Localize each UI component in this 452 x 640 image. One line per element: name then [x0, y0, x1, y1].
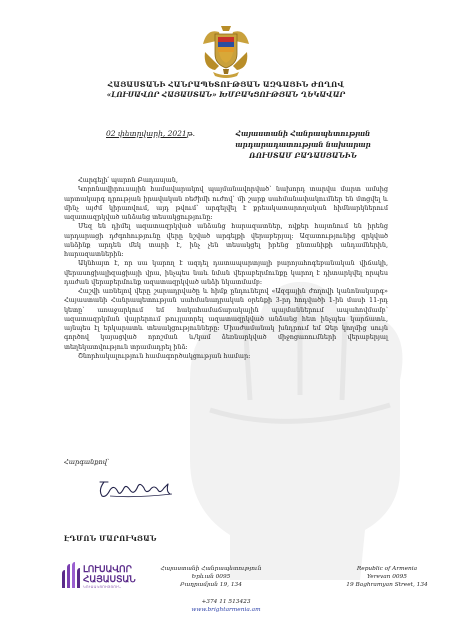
- footer-address-armenian: [156, 565, 266, 589]
- letter-date: [106, 129, 195, 138]
- salutation: Հարգելի՛ պարոն Բադասյան,: [78, 176, 178, 184]
- logo-text-line2: ՀԱՅԱՍՏԱՆ: [83, 574, 136, 584]
- paragraph: Կորոնավիրուսային համավարակով պայմանավորված՝ նախորդ տարվա մարտ ամսից արտակարգ դրության իրավական ռեժիմի ուժով՝ մի շարք սահմանափակումներ են մտցվել և մինչ այժմ կիրառվում, այդ թվում՝ արգելվել է քրեակատարողական հիմնարկներում ազատազրկված անձանց տեսակցությունը:: [64, 185, 388, 221]
- footer-left-line2: Երևան 0095: [191, 574, 231, 580]
- paragraph: Հաշվի առնելով վերը շարադրվածը և հիմք ընդունելով «Ազգային ժողովի կանոնակարգ» Հայաստանի Հանրապետության սահմանադրական օրենքի 3-րդ հոդվածի 1-ին մասի 11-րդ կետը՝ առաջարկում եմ հակահամաճարակային պայմաններում ապահովմամբ՝ ազատազրկման վայրերում թույլատրել ազատազրկված անձանց հետ ինչպես կարճատև, այնպես էլ երկարատև տեսակցությունները: Միաժամանակ խնդրում եմ Ձեր կողմից սույն գործով կայացված որոշման և/կամ ձեռնարկված միջոցառումների վերաբերյալ տեղեկատվություն տրամադրել ինձ:: [64, 287, 388, 351]
- paragraph: Մեզ են դիմել ազատազրկված անձանց հարազատներ, ովքեր հայտնում են իրենց արդարացի դժգոհությունը վերը նշված արգելքի վերաբերյալ: Ազատությունից զրկված անձինք արդեն մեկ տարի է, ինչ չեն տեսակցել իրենց ընտանիքի անդամներին, հարազատներին:: [64, 222, 388, 258]
- footer-right-line2: Yerevan 0095: [366, 574, 407, 580]
- date-suffix: թ.: [186, 129, 196, 138]
- footer-left-line3: Բաղրամյան 19, 134: [180, 582, 242, 588]
- footer-right-line3: 19 Baghramyan Street, 134: [346, 582, 428, 588]
- armenia-coat-of-arms-icon: [201, 22, 251, 80]
- party-logo-icon: [60, 560, 82, 590]
- logo-text-line1: ԼՈՒՍԱՎՈՐ: [83, 564, 132, 574]
- paragraph: Շնորհակալություն համագործակցության համար:: [78, 351, 251, 360]
- letter-body: [64, 176, 388, 361]
- footer-phone: +374 11 513423: [201, 599, 251, 605]
- addressee-line1: Հայաստանի Հանրապետության: [235, 129, 371, 138]
- bright-armenia-logo: [60, 558, 136, 594]
- date-value: 02 փետրվարի, 2021: [106, 129, 187, 138]
- paragraph: Ակնհայտ է, որ սա կարող է ազդել դատապարտյալի բարոյահոգեբանական վիճակի, վերասոցիալիզացիայի վրա, ինչպես նաև նման վերաբերմունքը կարող է դիտարկվել որպես դաժան վերաբերմունք ազատազրկված անձի նկատմամբ:: [64, 259, 388, 286]
- footer-right-line1: Republic of Armenia: [356, 566, 418, 572]
- footer-website-link[interactable]: www.brightarmenia.am: [191, 607, 261, 613]
- footer-left-line1: Հայաստանի Հանրապետություն: [160, 566, 262, 572]
- logo-text-small: ԿՈՒՍԱԿՑՈՒԹՅՈՒՆ: [83, 585, 122, 589]
- footer-contact: [0, 598, 452, 614]
- addressee-line3: ՌՈՒՍՏԱՄ ԲԱԴԱՍՅԱՆԻՆ: [249, 150, 357, 160]
- closing-text: Հարգանքով՝: [64, 458, 110, 466]
- handwritten-signature: [96, 476, 180, 502]
- addressee-line2: արդարադատության նախարար: [235, 139, 371, 149]
- footer-address-english: [332, 565, 442, 589]
- parliament-header: ՀԱՅԱՍՏԱՆԻ ՀԱՆՐԱՊԵՏՈՒԹՅԱՆ ԱԶԳԱՅԻՆ ԺՈՂՈՎ: [107, 80, 345, 89]
- signer-name: ԷԴՄՈՆ ՄԱՐՈՒԿՅԱՆ: [64, 534, 157, 543]
- addressee-block: [228, 129, 378, 161]
- faction-header: «ԼՈՒՍԱՎՈՐ ՀԱՅԱՍՏԱՆ» ԽՄԲԱԿՑՈՒԹՅԱՆ ՂԵԿԱՎԱՐ: [106, 90, 346, 99]
